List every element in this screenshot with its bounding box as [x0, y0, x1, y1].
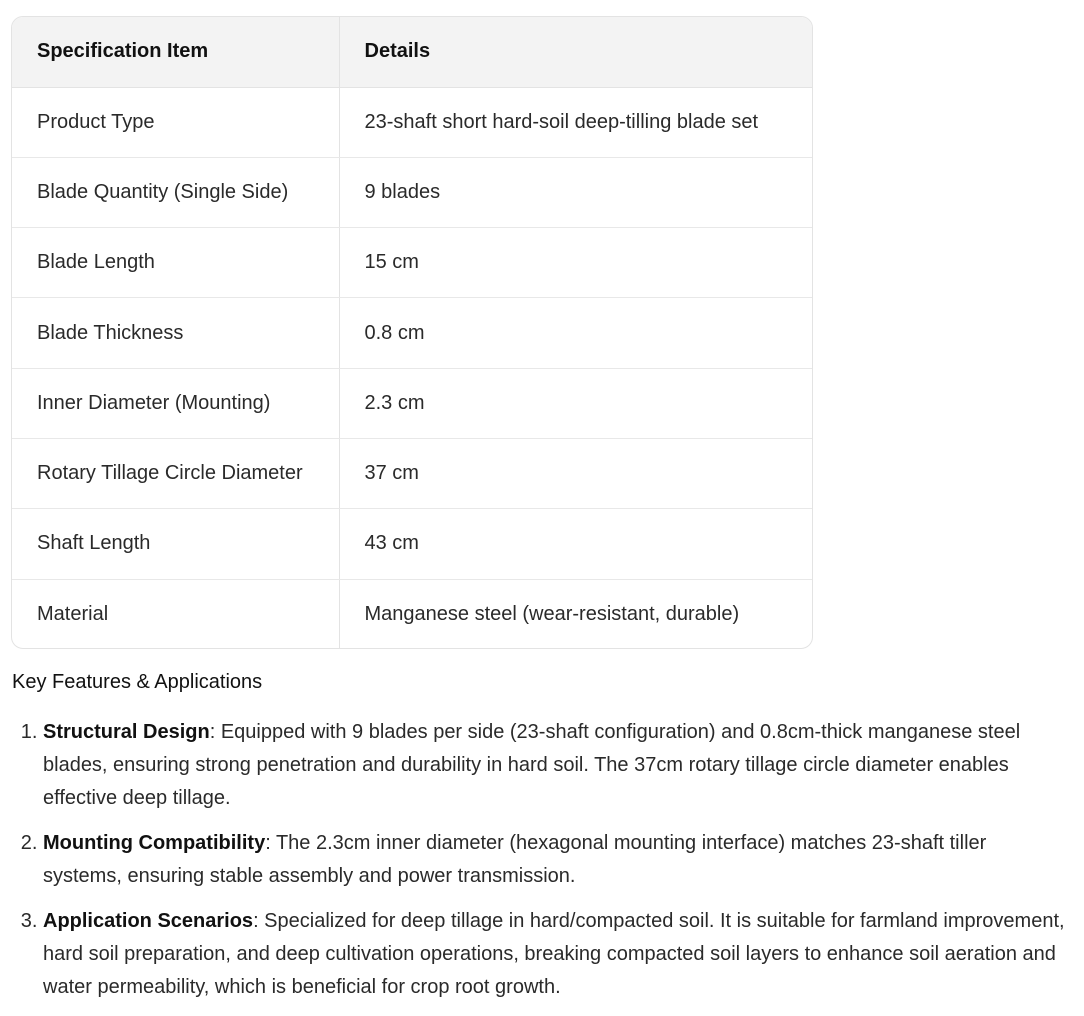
spec-item-cell: Blade Length — [12, 228, 339, 298]
spec-item-cell: Blade Quantity (Single Side) — [12, 157, 339, 227]
table-row — [12, 87, 813, 157]
feature-title: Mounting Compatibility — [43, 832, 266, 854]
features-list — [0, 716, 1070, 1016]
spec-item-cell: Material — [12, 579, 339, 649]
feature-text: : The 2.3cm inner diameter (hexagonal mounting interface) matches 23-shaft tiller systems, ensuring stable assembly and power transmission. — [43, 832, 987, 887]
spec-item-cell: Rotary Tillage Circle Diameter — [12, 438, 339, 508]
table-row — [12, 368, 813, 438]
column-header-item: Specification Item — [12, 17, 339, 87]
table-row — [12, 298, 813, 368]
feature-text: : Equipped with 9 blades per side (23-shaft configuration) and 0.8cm-thick manganese steel blades, ensuring strong penetration and durability in hard soil. The 37cm rotary tillage circle diameter enables effective deep tillage. — [43, 721, 1021, 809]
column-header-details: Details — [339, 17, 813, 87]
list-item — [43, 905, 1070, 1004]
spec-item-cell: Inner Diameter (Mounting) — [12, 368, 339, 438]
spec-details-cell: 23-shaft short hard-soil deep-tilling blade set — [339, 87, 813, 157]
spec-details-cell: 37 cm — [339, 438, 813, 508]
table-row — [12, 228, 813, 298]
table-header-row — [12, 17, 813, 87]
list-item — [43, 716, 1070, 815]
list-item — [43, 827, 1070, 893]
features-heading: Key Features & Applications — [12, 671, 263, 693]
spec-item-cell: Shaft Length — [12, 509, 339, 579]
spec-details-cell: 43 cm — [339, 509, 813, 579]
spec-item-cell: Blade Thickness — [12, 298, 339, 368]
feature-title: Structural Design — [43, 721, 210, 743]
spec-item-cell: Product Type — [12, 87, 339, 157]
table-row — [12, 157, 813, 227]
table-row — [12, 579, 813, 649]
spec-details-cell: 9 blades — [339, 157, 813, 227]
feature-text: : Specialized for deep tillage in hard/compacted soil. It is suitable for farmland improvement, hard soil preparation, and deep cultivation operations, breaking compacted soil layers to enhance soil aeration and water permeability, which is beneficial for crop root growth. — [43, 910, 1065, 998]
spec-table-container — [11, 16, 813, 649]
table-row — [12, 438, 813, 508]
spec-details-cell: Manganese steel (wear-resistant, durable) — [364, 602, 740, 625]
table-row — [12, 509, 813, 579]
spec-details-cell: 2.3 cm — [339, 368, 813, 438]
spec-details-cell: 0.8 cm — [339, 298, 813, 368]
spec-table — [12, 17, 813, 649]
feature-title: Application Scenarios — [43, 910, 254, 932]
spec-details-cell: 15 cm — [339, 228, 813, 298]
